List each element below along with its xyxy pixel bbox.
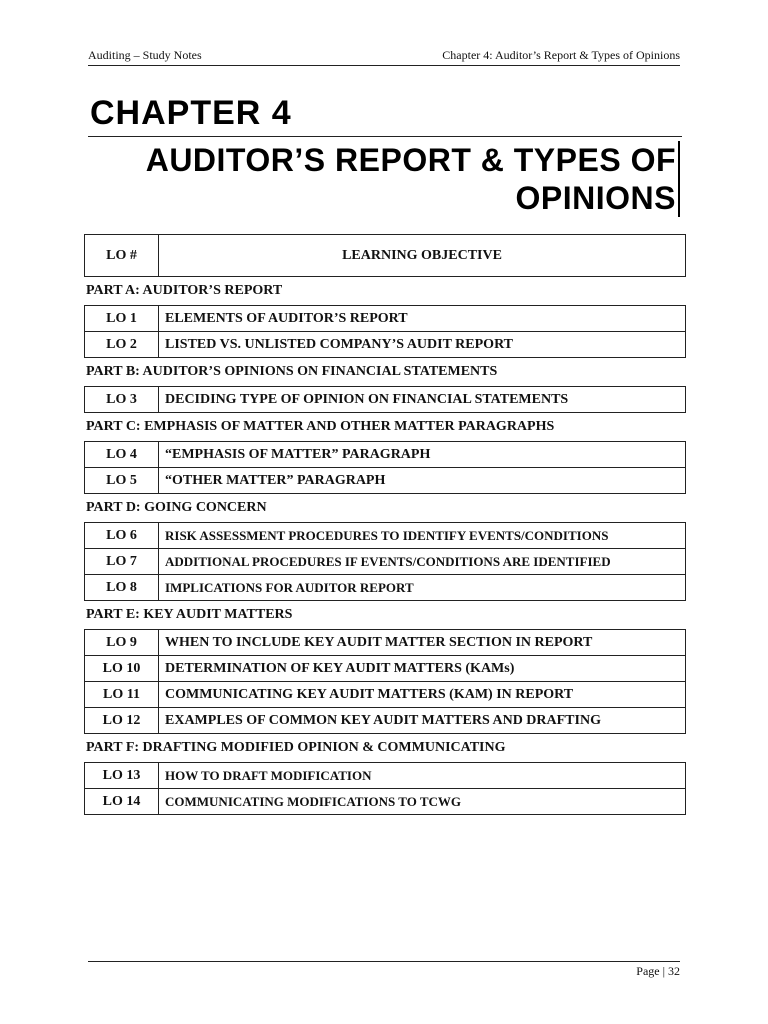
learning-objective-header: LEARNING OBJECTIVE: [159, 235, 686, 277]
lo-number-header: LO #: [85, 235, 159, 277]
lo-objective: LISTED VS. UNLISTED COMPANY’S AUDIT REPORT: [159, 332, 686, 358]
lo-number: LO 1: [85, 306, 159, 332]
lo-table: [84, 629, 686, 734]
lo-objective: COMMUNICATING MODIFICATIONS TO TCWG: [159, 789, 686, 815]
table-row: [85, 442, 686, 468]
lo-number: LO 9: [85, 630, 159, 656]
lo-number: LO 10: [85, 656, 159, 682]
lo-objective: ADDITIONAL PROCEDURES IF EVENTS/CONDITIONS ARE IDENTIFIED: [159, 549, 686, 575]
lo-number: LO 12: [85, 708, 159, 734]
page-header: [88, 46, 680, 66]
lo-number: LO 7: [85, 549, 159, 575]
lo-objective: IMPLICATIONS FOR AUDITOR REPORT: [159, 575, 686, 601]
lo-table: [84, 441, 686, 494]
part-f: [84, 734, 686, 815]
lo-objective: ELEMENTS OF AUDITOR’S REPORT: [159, 306, 686, 332]
lo-objective: “OTHER MATTER” PARAGRAPH: [159, 468, 686, 494]
part-d: [84, 494, 686, 601]
table-row: [85, 549, 686, 575]
table-row: [85, 763, 686, 789]
lo-number: LO 4: [85, 442, 159, 468]
page-footer: [88, 961, 680, 981]
lo-number: LO 14: [85, 789, 159, 815]
lo-objective: RISK ASSESSMENT PROCEDURES TO IDENTIFY EVENTS/CONDITIONS: [159, 523, 686, 549]
lo-number: LO 6: [85, 523, 159, 549]
page-number: Page | 32: [636, 964, 680, 978]
header-right: Chapter 4: Auditor’s Report & Types of Opinions: [442, 48, 680, 62]
part-title: PART C: EMPHASIS OF MATTER AND OTHER MATTER PARAGRAPHS: [86, 419, 555, 434]
learning-objectives: [84, 234, 686, 815]
table-row: [85, 332, 686, 358]
part-title: PART E: KEY AUDIT MATTERS: [86, 607, 293, 622]
lo-objective: DECIDING TYPE OF OPINION ON FINANCIAL STATEMENTS: [159, 387, 686, 413]
part-title: PART D: GOING CONCERN: [86, 500, 267, 515]
part-title: PART F: DRAFTING MODIFIED OPINION & COMMUNICATING: [86, 740, 506, 755]
lo-number: LO 8: [85, 575, 159, 601]
table-row: [85, 708, 686, 734]
table-row: [85, 306, 686, 332]
table-row: [85, 523, 686, 549]
table-row: [85, 789, 686, 815]
title-divider: [88, 136, 682, 137]
table-row: [85, 682, 686, 708]
lo-objective: COMMUNICATING KEY AUDIT MATTERS (KAM) IN REPORT: [159, 682, 686, 708]
lo-number: LO 13: [85, 763, 159, 789]
part-a: [84, 277, 686, 358]
part-title: PART B: AUDITOR’S OPINIONS ON FINANCIAL STATEMENTS: [86, 364, 498, 379]
part-c: [84, 413, 686, 494]
lo-table-header-row: [85, 235, 686, 277]
lo-number: LO 11: [85, 682, 159, 708]
lo-objective: EXAMPLES OF COMMON KEY AUDIT MATTERS AND DRAFTING: [159, 708, 686, 734]
table-row: [85, 656, 686, 682]
table-row: [85, 630, 686, 656]
lo-table: [84, 305, 686, 358]
part-e: [84, 601, 686, 734]
table-row: [85, 468, 686, 494]
lo-number: LO 2: [85, 332, 159, 358]
lo-table: [84, 522, 686, 601]
lo-table: [84, 386, 686, 413]
chapter-title: CHAPTER 4: [90, 94, 292, 132]
lo-objective: HOW TO DRAFT MODIFICATION: [159, 763, 686, 789]
part-title: PART A: AUDITOR’S REPORT: [86, 283, 283, 298]
chapter-subtitle: AUDITOR’S REPORT & TYPES OF OPINIONS: [96, 141, 680, 217]
table-row: [85, 575, 686, 601]
lo-table: [84, 762, 686, 815]
header-left: Auditing – Study Notes: [88, 48, 202, 62]
lo-objective: DETERMINATION OF KEY AUDIT MATTERS (KAMs): [159, 656, 686, 682]
lo-number: LO 3: [85, 387, 159, 413]
lo-objective: WHEN TO INCLUDE KEY AUDIT MATTER SECTION IN REPORT: [159, 630, 686, 656]
lo-header-table: [84, 234, 686, 277]
table-row: [85, 387, 686, 413]
part-b: [84, 358, 686, 413]
lo-number: LO 5: [85, 468, 159, 494]
lo-objective: “EMPHASIS OF MATTER” PARAGRAPH: [159, 442, 686, 468]
